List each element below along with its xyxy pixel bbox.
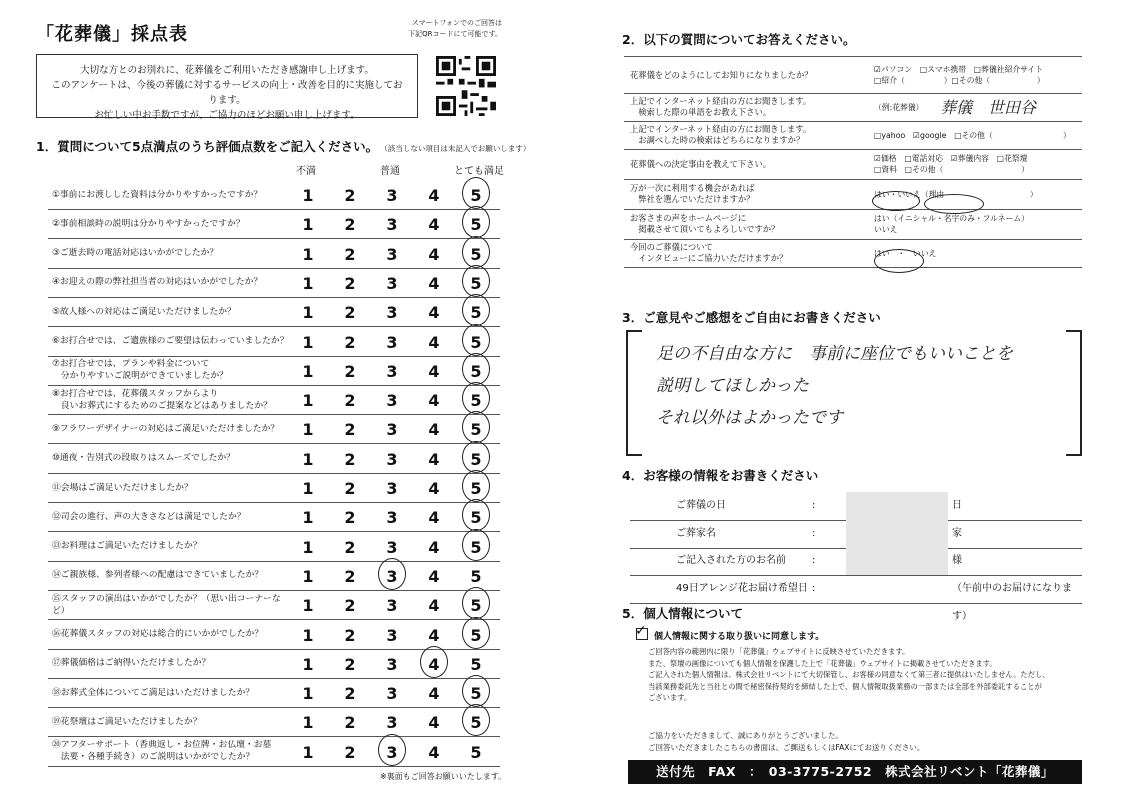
rating-option-2[interactable]: 2 [344,537,356,557]
rating-option-3[interactable]: 3 [386,742,398,762]
rating-option-2[interactable]: 2 [344,244,356,264]
rating-option-4[interactable]: 4 [428,713,440,733]
rating-option-4[interactable]: 4 [428,684,440,704]
rating-option-1[interactable]: 1 [302,684,314,704]
rating-option-2[interactable]: 2 [344,273,356,293]
rating-option-2[interactable]: 2 [344,449,356,469]
consent-row[interactable] [635,623,825,642]
rating-option-2[interactable]: 2 [344,215,356,235]
info-input-field[interactable] [846,492,948,520]
question-row [48,737,500,767]
rating-option-3[interactable]: 3 [386,449,398,469]
rating-option-5[interactable]: 5 [470,742,482,762]
question-row [48,180,500,210]
rating-option-4[interactable]: 4 [428,303,440,323]
selected-rating-circle [462,617,490,649]
rating-option-4[interactable]: 4 [428,273,440,293]
thanks-line: ご回答いただきましたこちらの書面は、ご郵送もしくはFAXにてお送りください。 [648,743,925,752]
survey-question: 花葬儀をどのようにしてお知りになりましたか？ [630,69,813,80]
question-row [48,502,500,532]
back-note: ※裏面もご回答お願いいたします。 [380,772,507,781]
selected-rating-circle [462,441,490,473]
rating-option-5[interactable]: 5 [470,303,482,323]
handwritten-circle [874,249,924,273]
question-text: ⑳アフターサポート（香典返し・お位牌・お仏壇・お墓 法要・各種手続き）のご説明はいかがでしたか？ [52,740,272,763]
privacy-line: また、祭壇の画像についても個人情報を保護した上で「花葬儀」ウェブサイトに掲載させていただきます。 [648,658,997,668]
rating-option-1[interactable]: 1 [302,596,314,616]
rating-option-3[interactable]: 3 [386,684,398,704]
question-text: ⑤故人様への対応はご満足いただけましたか？ [52,306,236,317]
rating-option-3[interactable]: 3 [386,713,398,733]
survey-row [624,93,1082,122]
question-row [48,268,500,298]
survey-question: お客さまの声をホームページに 掲載させて頂いてもよろしいですか？ [630,213,780,234]
rating-option-3[interactable]: 3 [386,625,398,645]
handwritten-circle [872,191,920,211]
comment-line: 足の不自由な方に 事前に座位でもいいことを [656,344,1013,364]
question-text: ⑬お料理はご満足いただけましたか？ [52,541,202,552]
rating-option-3[interactable]: 3 [386,654,398,674]
privacy-line: ございます。 [648,693,692,702]
selected-rating-circle [462,265,490,297]
survey-row [624,57,1082,94]
rating-option-4[interactable]: 4 [428,186,440,205]
question-row [48,707,500,737]
info-colon: : [812,582,816,594]
rating-option-5[interactable]: 5 [470,596,482,616]
survey-options[interactable]: （例:花葬儀） [874,102,924,112]
rating-option-4[interactable]: 4 [428,449,440,469]
survey-question: 上記でインターネット経由の方にお聞きします。 お調べした時の検索はどちらになりますか？ [630,124,812,145]
question-text: ⑩通夜・告別式の段取りはスムーズでしたか？ [52,453,235,464]
rating-option-5[interactable]: 5 [470,566,482,586]
rating-option-1[interactable]: 1 [302,303,314,323]
section5-title: 5．個人情報について [622,606,743,621]
survey-row [624,121,1082,150]
rating-option-3[interactable]: 3 [386,361,398,381]
rating-option-5[interactable]: 5 [470,361,482,381]
question-row [48,649,500,679]
section1-note: （該当しない項目は未記入でお願いします） [384,144,531,153]
intro-line: このアンケートは、今後の葬儀に対するサービスの向上・改善を目的に実施しております。 [51,80,403,106]
rating-option-3[interactable]: 3 [386,273,398,293]
rating-option-4[interactable]: 4 [428,361,440,381]
rating-option-4[interactable]: 4 [428,244,440,264]
rating-option-1[interactable]: 1 [302,654,314,674]
rating-option-5[interactable]: 5 [470,625,482,645]
rating-option-2[interactable]: 2 [344,566,356,586]
intro-line: 大切な方とのお別れに、花葬儀をご利用いただき感謝申し上げます。 [80,65,374,76]
survey-row [624,179,1082,210]
rating-option-2[interactable]: 2 [344,625,356,645]
survey-row [624,239,1082,268]
info-row [630,520,1082,549]
selected-rating-circle [462,177,490,209]
rating-option-3[interactable]: 3 [386,566,398,586]
info-suffix: 家 [952,527,962,539]
privacy-line: 当該業務委託先と当社との間で秘密保持契約を締結した上で、個人情報取扱業務の一部または全部を外部委託することが [648,681,1042,691]
selected-rating-circle [462,587,490,619]
rating-option-4[interactable]: 4 [428,420,440,440]
rating-option-1[interactable]: 1 [302,479,314,498]
question-row [48,385,500,415]
question-text: ①事前にお渡しした資料は分かりやすかったですか？ [52,189,263,200]
qr-note: スマートフォンでのご回答は 下記QRコードにて可能です。 [408,19,502,38]
info-row [630,492,1082,521]
rating-option-5[interactable]: 5 [470,654,482,674]
question-text: ⑦お打合せでは、プランや料金について 分かりやすいご説明ができていましたか？ [52,359,228,382]
rating-option-3[interactable]: 3 [386,508,398,528]
privacy-line: ご記入された個人情報は、株式会社リベントにて大切保管し、お客様の同意なくて第三者に提供はいたしません。ただし、 [648,670,1050,679]
rating-option-2[interactable]: 2 [344,596,356,616]
info-colon: : [812,500,816,511]
page-title: 「花葬儀」採点表 [36,24,188,45]
question-text: ⑯花葬儀スタッフの対応は総合的にいかがでしたか？ [52,629,264,639]
question-text: ⑱お葬式全体についてご満足はいただけましたか？ [52,687,255,698]
comment-line: 説明してほしかった [656,376,809,396]
rating-option-2[interactable]: 2 [344,654,356,674]
rating-option-1[interactable]: 1 [302,244,314,264]
survey-options[interactable]: はい（イニシャル・名字のみ・フルネーム） いいえ [874,214,1029,234]
question-row [48,561,500,591]
selected-rating-circle [462,529,490,561]
scale-label-high: とても満足 [454,166,504,177]
info-label: ご葬儀の日 [676,500,726,511]
rating-option-3[interactable]: 3 [386,537,398,557]
selected-rating-circle [462,675,490,707]
question-text: ⑰葬儀価格はご納得いただけましたか？ [52,658,211,669]
rating-option-5[interactable]: 5 [470,713,482,733]
rating-option-3[interactable]: 3 [386,303,398,323]
selected-rating-circle [462,294,490,326]
privacy-line: ご回答内容の範囲内に限り「花葬儀」ウェブサイトに反映させていただきます。 [648,647,910,656]
rating-option-5[interactable]: 5 [470,244,482,264]
rating-option-2[interactable]: 2 [344,742,356,762]
check-icon: ✓ [635,623,647,639]
rating-option-4[interactable]: 4 [428,596,440,616]
privacy-text [648,646,1080,704]
rating-option-5[interactable]: 5 [470,391,482,411]
question-text: ⑧お打合せでは、花葬儀スタッフからより 良いお葬式にするためのご提案などはありましたか？ [52,388,272,411]
rating-option-4[interactable]: 4 [428,508,440,528]
selected-rating-circle [462,353,490,385]
rating-option-1[interactable]: 1 [302,742,314,762]
rating-option-2[interactable]: 2 [344,186,356,205]
info-colon: : [812,555,816,566]
question-text: ⑫司会の進行、声の大きさなどは満足でしたか？ [52,511,246,522]
rating-option-2[interactable]: 2 [344,684,356,704]
rating-option-5[interactable]: 5 [470,479,482,498]
question-row [48,620,500,650]
rating-option-3[interactable]: 3 [386,479,398,498]
handwritten-answer: 葬儀 世田谷 [940,98,1037,117]
selected-rating-circle [378,558,406,590]
survey-row [624,209,1082,240]
rating-option-5[interactable]: 5 [470,449,482,469]
question-text: ③ご逝去時の電話対応はいかがでしたか？ [52,248,219,259]
survey-question: 今回のご葬儀について インタビューにご協力いただけますか？ [630,242,788,263]
rating-option-1[interactable]: 1 [302,537,314,557]
section1-title: 1．質問について5点満点のうち評価点数をご記入ください。 [36,139,379,154]
rating-option-1[interactable]: 1 [302,566,314,586]
question-row [48,444,500,474]
info-input-field[interactable] [846,520,948,548]
section3-title: 3．ご意見やご感想をご自由にお書きください [622,310,881,325]
rating-option-1[interactable]: 1 [302,361,314,381]
consent-label: 個人情報に関する取り扱いに同意します。 [654,632,825,642]
rating-option-3[interactable]: 3 [386,596,398,616]
question-text: ⑭ご親族様、参列者様への配慮はできていましたか？ [52,570,264,581]
fax-footer: 送付先 FAX ： 03-3775-2752 株式会社リベント「花葬儀」 [628,760,1082,784]
info-suffix: 様 [952,555,962,566]
rating-option-1[interactable]: 1 [302,273,314,293]
selected-rating-circle [462,324,490,356]
question-text: ②事前相談時の説明は分かりやすかったですか？ [52,218,245,229]
selected-rating-circle [462,470,490,502]
question-row [48,239,500,269]
rating-option-4[interactable]: 4 [428,479,440,498]
info-label: 49日アレンジ花お届け希望日 [676,582,808,594]
rating-option-5[interactable]: 5 [470,684,482,704]
question-text: ⑪会場はご満足いただけましたか？ [52,482,193,493]
rating-option-4[interactable]: 4 [428,215,440,235]
rating-option-5[interactable]: 5 [470,508,482,528]
survey-options[interactable]: □yahoo ☑google □その他（ ） [874,130,1071,140]
question-text: ⑮スタッフの演出はいかがでしたか？（思い出コーナーなど） [52,593,281,616]
rating-option-3[interactable]: 3 [386,215,398,235]
question-text: ⑨フラワーデザイナーの対応はご満足いただけましたか？ [52,423,280,434]
rating-option-1[interactable]: 1 [302,215,314,235]
survey-row [624,149,1082,180]
question-row [48,590,500,620]
survey-options[interactable]: はい・いいえ（理由 ） [874,189,1038,199]
info-suffix: 日 [952,500,962,511]
comment-line: それ以外はよかったです [656,408,843,428]
rating-option-1[interactable]: 1 [302,449,314,469]
comment-bracket-left [626,330,642,456]
rating-option-3[interactable]: 3 [386,244,398,264]
rating-option-2[interactable]: 2 [344,391,356,411]
rating-option-1[interactable]: 1 [302,186,314,205]
selected-rating-circle [378,734,406,766]
info-colon: : [812,527,816,539]
comment-area[interactable] [656,338,1056,434]
survey-options[interactable]: ☑価格 □電話対応 ☑葬儀内容 □花祭壇 □資料 □その他（ ） [874,154,1030,174]
survey-options[interactable]: ☑パソコン □スマホ携帯 □葬儀社紹介サイト □紹介（ ）□その他（ ） [874,65,1045,85]
selected-rating-circle [420,646,448,678]
rating-option-5[interactable]: 5 [470,186,482,205]
intro-box [36,54,418,121]
rating-option-5[interactable]: 5 [470,215,482,235]
info-suffix: （午前中のお届けになります） [952,582,1072,622]
rating-option-1[interactable]: 1 [302,508,314,528]
info-row [630,547,1082,576]
qr-code-icon[interactable] [436,56,496,116]
survey-table [624,56,1082,263]
rating-option-2[interactable]: 2 [344,420,356,440]
info-label: ご記入された方のお名前 [676,555,786,566]
info-label: ご葬家名 [676,527,716,539]
rating-option-4[interactable]: 4 [428,391,440,411]
rating-option-4[interactable]: 4 [428,566,440,586]
rating-option-3[interactable]: 3 [386,391,398,411]
survey-options[interactable]: はい ・ いいえ [874,248,937,258]
intro-line: お忙しい中お手数ですが、ご協力のほどお願い申し上げます。 [94,110,360,121]
question-text: ⑲花祭壇はご満足いただけましたか？ [52,716,202,727]
rating-option-3[interactable]: 3 [386,420,398,440]
question-row [48,532,500,562]
question-row [48,356,500,386]
question-row [48,327,500,357]
question-row [48,414,500,444]
question-text: ④お迎えの際の弊社担当者の対応はいかがでしたか？ [52,277,263,288]
consent-checkbox[interactable] [635,623,648,640]
section1-heading [36,137,530,155]
scale-label-low: 不満 [296,166,316,177]
rating-option-5[interactable]: 5 [470,273,482,293]
question-row [48,473,500,503]
rating-option-5[interactable]: 5 [470,420,482,440]
thanks-line: ご協力をいただきまして、誠にありがとうございました。 [648,731,843,740]
rating-option-1[interactable]: 1 [302,420,314,440]
survey-question: 花葬儀への決定事由を教えて下さい。 [630,158,772,169]
rating-option-3[interactable]: 3 [386,186,398,205]
rating-option-2[interactable]: 2 [344,332,356,352]
selected-rating-circle [462,382,490,414]
rating-option-2[interactable]: 2 [344,713,356,733]
thanks-text [648,730,1080,754]
survey-question: 万が一次に利用する機会があれば 弊社を選んでいただけますか？ [630,183,755,204]
rating-option-2[interactable]: 2 [344,508,356,528]
scale-label-mid: 普通 [380,166,400,177]
rating-option-4[interactable]: 4 [428,537,440,557]
rating-option-2[interactable]: 2 [344,303,356,323]
question-row [48,678,500,708]
section2-title: 2．以下の質問についてお答えください。 [622,32,856,47]
question-row [48,209,500,239]
rating-option-4[interactable]: 4 [428,625,440,645]
rating-option-4[interactable]: 4 [428,654,440,674]
rating-option-2[interactable]: 2 [344,479,356,498]
rating-option-3[interactable]: 3 [386,332,398,352]
section4-title: 4．お客様の情報をお書きください [622,468,819,483]
info-input-field[interactable] [846,547,948,575]
question-text: ⑥お打合せでは、ご遺族様のご要望は伝わっていましたか？ [52,336,289,346]
handwritten-circle [924,194,984,214]
rating-option-5[interactable]: 5 [470,537,482,557]
rating-option-1[interactable]: 1 [302,713,314,733]
rating-option-4[interactable]: 4 [428,742,440,762]
rating-option-4[interactable]: 4 [428,332,440,352]
question-row [48,297,500,327]
rating-option-5[interactable]: 5 [470,332,482,352]
rating-option-1[interactable]: 1 [302,625,314,645]
survey-question: 上記でインターネット経由の方にお聞きします。 検索した際の単語をお教え下さい。 [630,96,812,117]
rating-option-2[interactable]: 2 [344,361,356,381]
rating-option-1[interactable]: 1 [302,332,314,352]
selected-rating-circle [462,236,490,268]
rating-option-1[interactable]: 1 [302,391,314,411]
comment-bracket-right [1066,330,1082,456]
